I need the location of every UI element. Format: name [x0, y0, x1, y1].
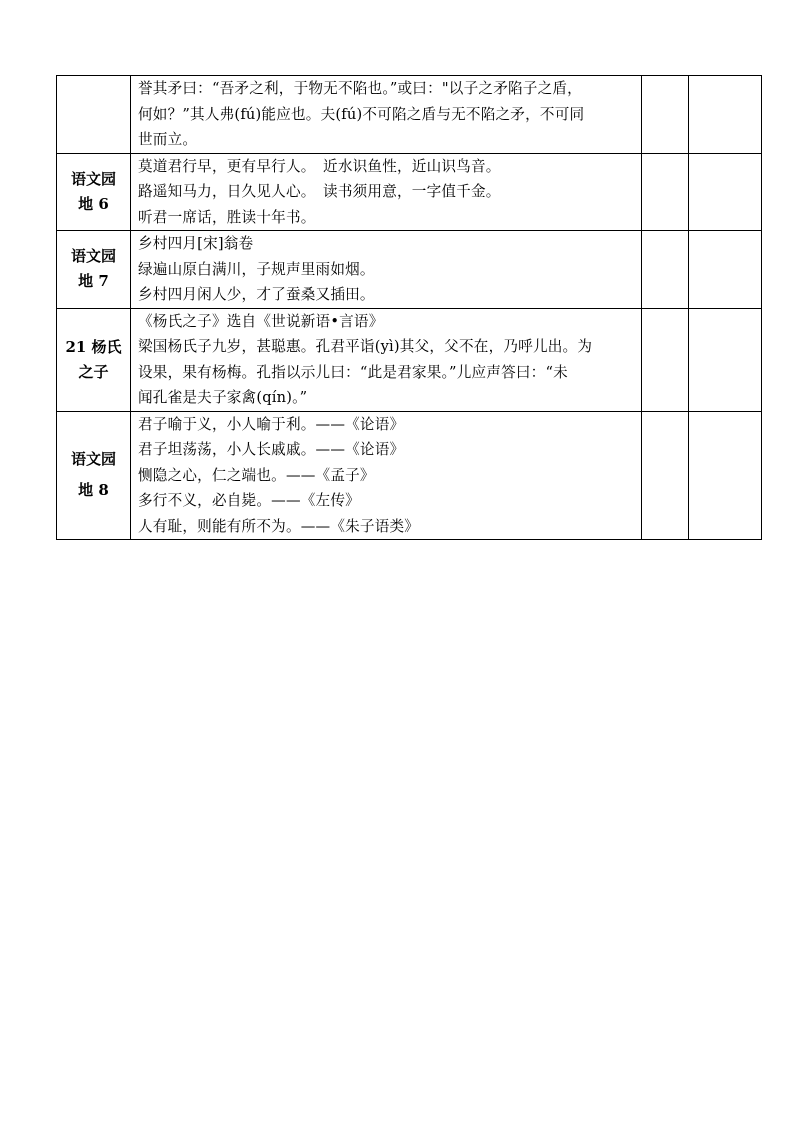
lesson-title: 语文园: [70, 450, 116, 469]
text-cell: [131, 308, 642, 411]
remark-cell[interactable]: [689, 153, 762, 231]
text-cell: [131, 153, 642, 231]
text-line: 君子喻于义，小人喻于利。——《论语》: [138, 415, 405, 433]
table-row: [57, 411, 762, 540]
text-line: 何如？”其人弗(fú)能应也。夫(fú)不可陷之盾与无不陷之矛，不可同: [138, 105, 585, 123]
text-line: 誉其矛曰：“吾矛之利，于物无不陷也。”或曰："以子之矛陷子之盾，: [138, 80, 582, 97]
lesson-title: 语文园: [70, 247, 116, 266]
lesson-title: 地 6: [78, 194, 109, 213]
remark-cell[interactable]: [689, 411, 762, 540]
text-line: 绿遍山原白满川，子规声里雨如烟。: [138, 260, 375, 278]
text-line: 梁国杨氏子九岁，甚聪惠。孔君平诣(yì)其父，父不在，乃呼儿出。为: [138, 338, 593, 355]
remark-cell[interactable]: [689, 308, 762, 411]
table-row: [57, 76, 762, 154]
text-line: 君子坦荡荡，小人长戚戚。——《论语》: [138, 441, 405, 458]
text-line: 人有耻，则能有所不为。——《朱子语类》: [138, 517, 420, 535]
lesson-title-cell: [57, 76, 131, 154]
lesson-title: 地 8: [78, 481, 109, 500]
table-row: [57, 308, 762, 411]
lesson-title-cell: [57, 411, 131, 540]
lesson-title: 21 杨氏: [65, 337, 122, 356]
text-line: 听君一席话，胜读十年书。: [138, 208, 316, 226]
text-line: 《杨氏之子》选自《世说新语•言语》: [138, 312, 384, 330]
text-cell: [131, 231, 642, 309]
remark-cell[interactable]: [689, 76, 762, 154]
check-cell[interactable]: [642, 411, 689, 540]
text-line: 莫道君行早，更有早行人。 近水识鱼性，近山识鸟音。: [138, 157, 501, 175]
text-line: 多行不义，必自毙。——《左传》: [138, 492, 360, 509]
lesson-title-cell: [57, 308, 131, 411]
check-cell[interactable]: [642, 76, 689, 154]
text-line: 设果，果有杨梅。孔指以示儿曰：“此是君家果。”儿应声答曰：“未: [138, 363, 568, 381]
text-line: 乡村四月[宋]翁卷: [138, 235, 254, 252]
table-row: [57, 153, 762, 231]
text-line: 乡村四月闲人少，才了蚕桑又插田。: [138, 286, 375, 303]
text-cell: [131, 76, 642, 154]
text-line: 闻孔雀是夫子家禽(qín)。”: [138, 389, 308, 406]
table-row: [57, 231, 762, 309]
check-cell[interactable]: [642, 308, 689, 411]
lesson-title: 地 7: [78, 272, 109, 291]
lesson-title: 语文园: [70, 169, 116, 188]
text-cell: [131, 411, 642, 540]
check-cell[interactable]: [642, 231, 689, 309]
recitation-table: [56, 75, 762, 540]
text-line: 世而立。: [138, 131, 198, 148]
lesson-title-cell: [57, 153, 131, 231]
remark-cell[interactable]: [689, 231, 762, 309]
text-line: 恻隐之心，仁之端也。——《孟子》: [138, 466, 375, 484]
check-cell[interactable]: [642, 153, 689, 231]
lesson-title-cell: [57, 231, 131, 309]
lesson-title: 之子: [78, 362, 109, 381]
text-line: 路遥知马力，日久见人心。 读书须用意，一字值千金。: [138, 183, 501, 200]
